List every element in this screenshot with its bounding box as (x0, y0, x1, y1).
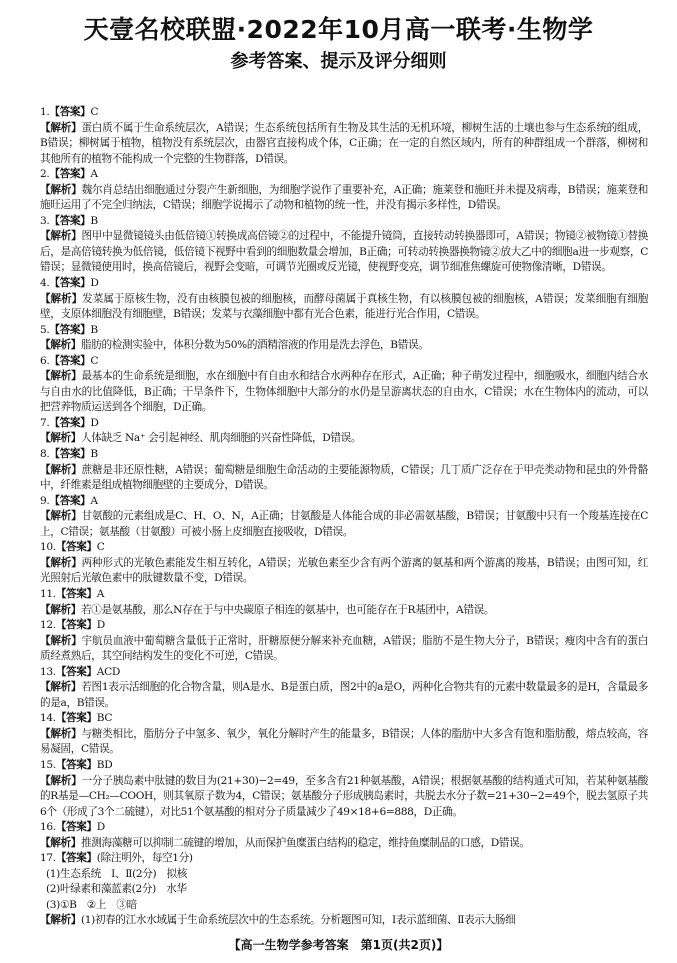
explanation-label: 【解析】 (40, 681, 82, 694)
answer-line (40, 540, 648, 556)
answer-value: A (90, 494, 98, 507)
explanation-text: 发菜属于原核生物，没有由核膜包被的细胞核，而酵母菌属于真核生物，有以核膜包被的细胞核，A错误；发菜细胞有细胞壁，支原体细胞没有细胞壁，B错误；发菜与衣藻细胞中都有光合色素，能进行光合作用，C错误。 (40, 292, 648, 321)
explanation-text: 甘氨酸的元素组成是C、H、O、N，A正确；甘氨酸是人体能合成的非必需氨基酸，B错误；甘氨酸中只有一个羧基连接在C上，C错误；氨基酸（甘氨酸）可被小肠上皮细胞直接吸收，D错误。 (40, 510, 648, 538)
answer-line (40, 214, 648, 230)
answer-value: C (90, 354, 99, 367)
question-number: 10. (40, 541, 56, 554)
explanation-label: 【解析】 (40, 836, 81, 849)
question-number: 7. (40, 416, 50, 429)
explanation-label: 【解析】 (40, 121, 82, 134)
question-number: 8. (40, 448, 50, 461)
question-number: 16. (40, 821, 56, 834)
question-number: 4. (40, 277, 50, 290)
explanation-text: 与糖类相比，脂肪分子中氢多、氧少，氧化分解时产生的能量多，B错误；人体的脂肪中大多含有饱和脂肪酸，熔点较高，容易凝固，C错误。 (40, 727, 648, 756)
question-number: 2. (40, 168, 50, 181)
explanation-text: 两种形式的光敏色素能发生相互转化，A错误；光敏色素至少含有两个游离的氨基和两个游离的羧基，B错误；由图可知，红光照射后光敏色素中的肽键数量不变，D错误。 (40, 556, 648, 585)
question-number: 13. (40, 665, 56, 678)
explanation-label: 【解析】 (40, 914, 81, 927)
answer-line (40, 105, 648, 121)
question-item (40, 540, 648, 587)
explanation (40, 229, 648, 276)
question-item (40, 105, 648, 167)
question-item (40, 447, 648, 494)
answer-line (40, 618, 648, 634)
answer-subline: (2)叶绿素和藻蓝素(2分) 水华 (46, 883, 187, 896)
answer-line (40, 276, 648, 292)
question-number: 17. (40, 852, 56, 865)
explanation-label: 【解析】 (40, 339, 81, 352)
explanation-label: 【解析】 (40, 556, 82, 569)
question-number: 5. (40, 323, 50, 336)
explanation (40, 369, 648, 416)
answer-subline: (3)①B ②上 ③暗 (46, 898, 137, 911)
explanation-text: (1)初春的江水水域属于生命系统层次中的生态系统。分析题图可知，Ⅰ表示蓝细菌、Ⅱ表示大肠细 (80, 914, 516, 927)
explanation-text: 图甲中显微镜镜头由低倍镜①转换成高倍镜②的过程中，不能提升镜筒，直接转动转换器即可，A错误；物镜②被物镜①替换后，是高倍镜转换为低倍镜，低倍镜下视野中看到的细胞数量会增加，B正确；可转动转换器换物镜②放大乙中的细胞a进一步观察，C错误；显微镜使用时，换高倍镜后，视野会变暗，可调节光圈或反光镜，使视野变亮，调节细准焦螺旋可使物像清晰，D错误。 (40, 230, 648, 274)
answer-value: (除注明外，每空1分) (96, 852, 193, 865)
explanation (40, 121, 648, 168)
explanation-text: 最基本的生命系统是细胞，水在细胞中有自由水和结合水两种存在形式，A正确；种子萌发过程中，细胞吸水，细胞内结合水与自由水的比值降低，B正确；干旱条件下，生物体细胞中大部分的水仍是呈游离状态的自由水，C错误；水在生物体内的流动，可以把营养物质运送到各个细胞，D正确。 (40, 370, 648, 414)
explanation-text: 推测海藻糖可以抑制二硫键的增加，从而保护鱼糜蛋白结构的稳定，维持鱼糜制品的口感，D错误。 (80, 836, 530, 849)
explanation-label: 【解析】 (40, 183, 82, 196)
answer-value: BC (96, 712, 113, 725)
explanation (40, 463, 648, 494)
answer-label: 【答案】 (49, 448, 91, 461)
answer-label: 【答案】 (55, 852, 97, 865)
explanation (40, 680, 648, 711)
answer-line (40, 711, 648, 727)
explanation (40, 913, 648, 929)
answer-label: 【答案】 (49, 277, 91, 290)
question-item (40, 494, 648, 541)
explanation-text: 人体缺乏 Na⁺ 会引起神经、肌肉细胞的兴奋性降低，D错误。 (80, 432, 362, 445)
explanation-label: 【解析】 (40, 432, 81, 445)
explanation (40, 292, 648, 323)
explanation-label: 【解析】 (40, 727, 82, 740)
question-number: 14. (40, 712, 56, 725)
answer-value: A (90, 168, 98, 181)
question-item (40, 618, 648, 665)
answer-value: C (96, 541, 105, 554)
answer-value: D (96, 821, 105, 834)
answer-value: B (90, 448, 98, 461)
answer-value: D (96, 619, 105, 632)
question-item (40, 711, 648, 758)
question-item (40, 820, 648, 851)
answer-label: 【答案】 (55, 619, 97, 632)
answer-value: BD (96, 758, 113, 771)
question-number: 9. (40, 494, 50, 507)
answer-label: 【答案】 (55, 541, 97, 554)
answer-label: 【答案】 (55, 712, 97, 725)
explanation-label: 【解析】 (40, 603, 81, 616)
question-number: 6. (40, 354, 50, 367)
answer-label: 【答案】 (55, 758, 97, 771)
answer-label: 【答案】 (55, 665, 97, 678)
explanation-text: 蛋白质不属于生命系统层次，A错误；生态系统包括所有生物及其生活的无机环境，柳树生活的土壤也参与生态系统的组成，B错误；柳树属于植物，植物没有系统层次，由器官直接构成个体，C正确；在一定的自然区域内，所有的种群组成一个群落，柳树和其他所有的植物不能构成一个完整的生物群落，D错误。 (40, 121, 648, 165)
answer-line (40, 665, 648, 681)
explanation (40, 727, 648, 758)
answer-value: C (90, 106, 99, 118)
answer-label: 【答案】 (49, 323, 91, 336)
answer-label: 【答案】 (49, 106, 91, 118)
explanation-label: 【解析】 (40, 230, 82, 243)
explanation (40, 836, 648, 852)
answer-line (40, 820, 648, 836)
answer-label: 【答案】 (49, 168, 91, 181)
explanation (40, 774, 648, 821)
explanation-label: 【解析】 (40, 292, 83, 305)
question-item (40, 758, 648, 820)
page-subtitle: 参考答案、提示及评分细则 (230, 51, 447, 72)
answer-value: B (90, 323, 98, 336)
answer-label: 【答案】 (49, 416, 91, 429)
answer-line (40, 416, 648, 432)
answer-line (40, 851, 648, 867)
explanation (40, 603, 648, 619)
answer-label: 【答案】 (49, 494, 91, 507)
explanation-label: 【解析】 (40, 510, 82, 523)
answer-label: 【答案】 (55, 587, 97, 600)
explanation-text: 脂肪的检测实验中，体积分数为50%的酒精溶液的作用是洗去浮色，B错误。 (80, 339, 429, 352)
question-item (40, 354, 648, 416)
page-title: 天壹名校联盟·2022年10月高一联考·生物学 (83, 15, 594, 44)
explanation (40, 183, 648, 214)
explanation (40, 431, 648, 447)
explanation-text: 蔗糖是非还原性糖，A错误；葡萄糖是细胞生命活动的主要能源物质，C错误；几丁质广泛存在于甲壳类动物和昆虫的外骨骼中，纤维素是组成植物细胞壁的主要成分，D错误。 (40, 463, 648, 492)
explanation-label: 【解析】 (40, 370, 82, 383)
question-17 (40, 851, 648, 929)
answer-value: ACD (96, 665, 120, 678)
question-number: 1. (40, 106, 50, 118)
question-item (40, 665, 648, 712)
answer-value: B (90, 214, 98, 227)
answer-line (40, 494, 648, 510)
answer-list (40, 105, 648, 851)
question-item (40, 276, 648, 323)
question-item (40, 214, 648, 276)
explanation-label: 【解析】 (40, 463, 82, 476)
answer-line (40, 167, 648, 183)
answer-line (40, 587, 648, 603)
explanation-text: 宇航员血液中葡萄糖含量低于正常时，肝糖原便分解来补充血糖，A错误；脂肪不是生物大分子，B错误；瘦肉中含有的蛋白质经煮熟后，其空间结构发生的变化不可逆，C错误。 (40, 634, 648, 663)
answer-line (40, 354, 648, 370)
explanation (40, 509, 648, 540)
answer-line (40, 323, 648, 339)
question-number: 3. (40, 214, 50, 227)
explanation (40, 634, 648, 665)
answer-value: D (90, 416, 99, 429)
question-item (40, 167, 648, 214)
question-number: 11. (40, 587, 56, 600)
explanation-text: 若①是氨基酸，那么N存在于与中央碳原子相连的氨基中，也可能存在于R基团中，A错误。 (80, 603, 495, 616)
explanation-label: 【解析】 (40, 634, 82, 647)
answer-value: D (90, 277, 99, 290)
answer-line (40, 758, 648, 774)
answer-value: A (96, 587, 105, 600)
answer-line (40, 447, 648, 463)
answer-subline: (1)生态系统 Ⅰ、Ⅱ(2分) 拟核 (46, 867, 188, 880)
answer-label: 【答案】 (49, 214, 91, 227)
page-footer: 【高一生物学参考答案 第1页(共2页)】 (228, 938, 449, 952)
explanation-text: 魏尔肖总结出细胞通过分裂产生新细胞，为细胞学说作了重要补充，A正确；施莱登和施旺并未提及病毒，B错误；施莱登和施旺运用了不完全归纳法，C错误；细胞学说揭示了动物和植物的统一性，并没有揭示多样性，D错误。 (40, 183, 648, 212)
question-number: 12. (40, 619, 56, 632)
question-number: 15. (40, 758, 56, 771)
question-item (40, 416, 648, 447)
answer-label: 【答案】 (49, 354, 91, 367)
explanation (40, 556, 648, 587)
question-item (40, 323, 648, 354)
question-item (40, 587, 648, 618)
explanation (40, 338, 648, 354)
explanation-label: 【解析】 (40, 774, 82, 787)
explanation-text: 若图1表示活细胞的化合物含量，则A是水、B是蛋白质，图2中的a是O，两种化合物共有的元素中数量最多的是H，含量最多的是a，B错误。 (40, 681, 648, 709)
answer-label: 【答案】 (55, 821, 97, 834)
explanation-text: 一分子胰岛素中肽键的数目为(21+30)−2=49，至多含有21种氨基酸，A错误；根据氨基酸的结构通式可知，若某种氨基酸的R基是—CH₂—COOH，则其氧原子数为4，C错误；氨基酸分子形成胰岛素时，共脱去水分子数=21+30−2=49个，脱去氢原子共6个（形成了3个二硫键），对比51个氨基酸的相对分子质量减少了49×18+6=888，D正确。 (40, 774, 649, 818)
answer-body (40, 105, 648, 929)
